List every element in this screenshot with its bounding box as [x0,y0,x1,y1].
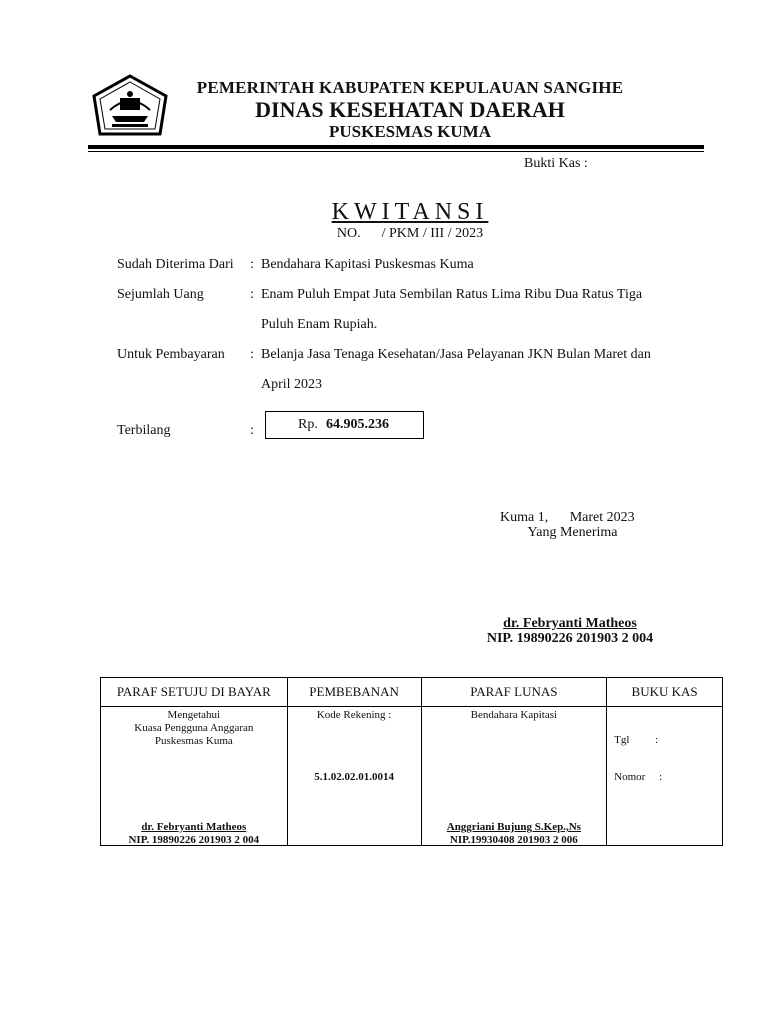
approval-cell [101,707,288,846]
treasurer-name: Anggriani Bujung S.Kep.,Ns [446,821,581,833]
signature-name: dr. Febryanti Matheos [503,616,637,631]
field-colon: : [250,423,254,438]
table-row [101,707,723,846]
approval-signer-nip: NIP. 19890226 201903 2 004 [128,834,260,846]
field-value-jumlah-line1: Enam Puluh Empat Juta Sembilan Ratus Lima Ribu Dua Ratus Tiga [261,287,643,302]
field-value-jumlah-line2: Puluh Enam Rupiah. [261,317,378,332]
document-title: KWITANSI [331,199,489,225]
table-header-row [101,678,723,707]
signature-place-date [500,510,635,526]
treasurer-nip: NIP.19930408 201903 2 006 [449,834,578,846]
field-value-pembayaran-line2: April 2023 [261,377,323,392]
cashbook-number-label: Nomor [614,771,646,783]
header-unit-title: PUSKESMAS KUMA [329,122,491,141]
account-code-value: 5.1.02.02.01.0014 [314,771,394,783]
charging-cell [287,707,421,846]
sangihe-regency-emblem-icon [90,74,170,140]
field-colon: : [250,287,254,302]
signature-month-year: Maret 2023 [569,510,635,525]
field-value-pembayaran-line1: Belanja Jasa Tenaga Kesehatan/Jasa Pelayanan JKN Bulan Maret dan [261,347,651,362]
header-government-title: PEMERINTAH KABUPATEN KEPULAUAN SANGIHE [196,78,624,97]
field-value-diterima: Bendahara Kapitasi Puskesmas Kuma [261,257,474,272]
amount-currency: Rp. [298,417,318,432]
field-label-diterima: Sudah Diterima Dari [117,257,234,272]
signature-role: Yang Menerima [527,525,618,540]
approval-signer-name: dr. Febryanti Matheos [141,821,247,833]
field-label-terbilang: Terbilang [117,423,171,438]
treasurer-label: Bendahara Kapitasi [470,709,558,721]
bukti-kas-label: Bukti Kas : [524,156,588,171]
approval-line2: Kuasa Pengguna Anggaran [134,722,254,734]
approval-line1: Mengetahui [167,709,221,721]
paid-cell [421,707,607,846]
approval-table [100,677,723,846]
field-colon: : [250,347,254,362]
document-number: NO. / PKM / III / 2023 [336,226,484,241]
table-header-cell: PEMBEBANAN [287,678,421,707]
header-rule-thick [88,145,704,149]
table-header-cell: BUKU KAS [607,678,723,707]
cashbook-cell [607,707,723,846]
signature-nip: NIP. 19890226 201903 2 004 [486,631,654,646]
amount-value: 64.905.236 [326,417,389,432]
cashbook-date-label: Tgl [614,734,630,746]
cashbook-number-colon: : [659,771,663,783]
table-header-cell: PARAF LUNAS [421,678,607,707]
signature-place: Kuma 1, [500,510,549,525]
approval-line3: Puskesmas Kuma [154,735,233,747]
field-label-jumlah: Sejumlah Uang [117,287,204,302]
field-label-pembayaran: Untuk Pembayaran [117,347,225,362]
table-header-cell: PARAF SETUJU DI BAYAR [101,678,288,707]
header-agency-title: DINAS KESEHATAN DAERAH [255,97,565,122]
account-code-label: Kode Rekening : [316,709,392,721]
amount-box [265,411,424,439]
header-rule-thin [88,151,704,152]
field-colon: : [250,257,254,272]
cashbook-date-colon: : [655,734,659,746]
